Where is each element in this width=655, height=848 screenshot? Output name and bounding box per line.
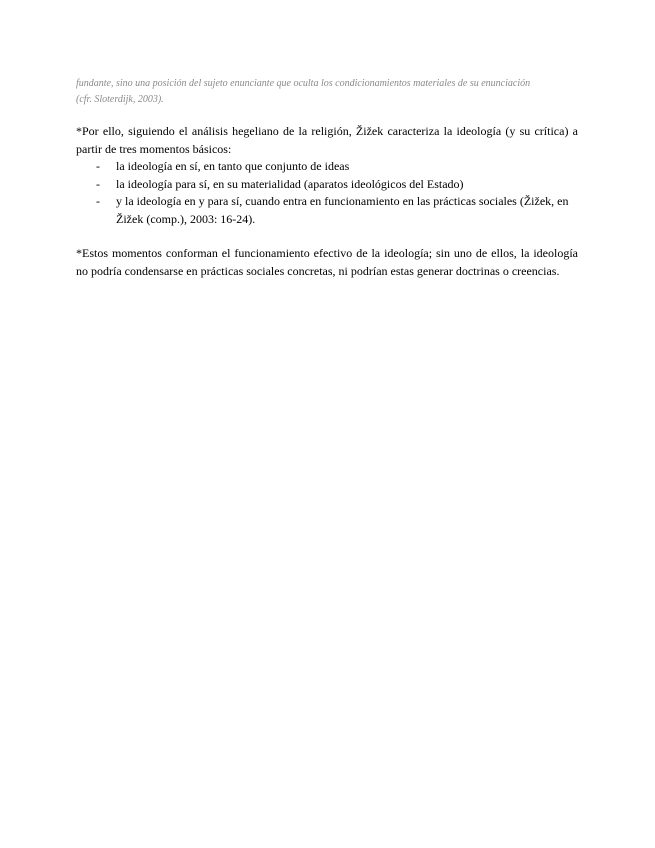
quote-fragment [76,76,578,108]
list-item-text: la ideología en sí, en tanto que conjunto de ideas [116,159,350,173]
page-content [76,76,578,280]
list-item [76,193,578,228]
quote-line-1: fundante, sino una posición del sujeto enunciante que oculta los condicionamientos materiales de su enunciación [76,78,531,89]
quote-line-2: (cfr. Sloterdijk, 2003). [76,94,164,105]
list-item [76,158,578,176]
paragraph-2: *Estos momentos conforman el funcionamiento efectivo de la ideología; sin uno de ellos, la ideología no podría condensarse en prácticas sociales concretas, ni podrían estas generar doctrinas o creencias. [76,246,578,278]
paragraph-1: *Por ello, siguiendo el análisis hegeliano de la religión, Žižek caracteriza la ideología (y su crítica) a partir de tres momentos básicos: [76,124,578,156]
list-dash-marker: - [96,159,100,173]
list-item-text: la ideología para sí, en su materialidad (aparatos ideológicos del Estado) [116,176,464,191]
list-item [76,176,578,194]
moments-list [76,158,578,228]
list-dash-marker: - [96,194,100,208]
list-item-text: y la ideología en y para sí, cuando entra en funcionamiento en las prácticas sociales (Žižek, en Žižek (comp.), 2003: 16-24). [116,194,569,226]
list-dash-marker: - [96,176,100,191]
